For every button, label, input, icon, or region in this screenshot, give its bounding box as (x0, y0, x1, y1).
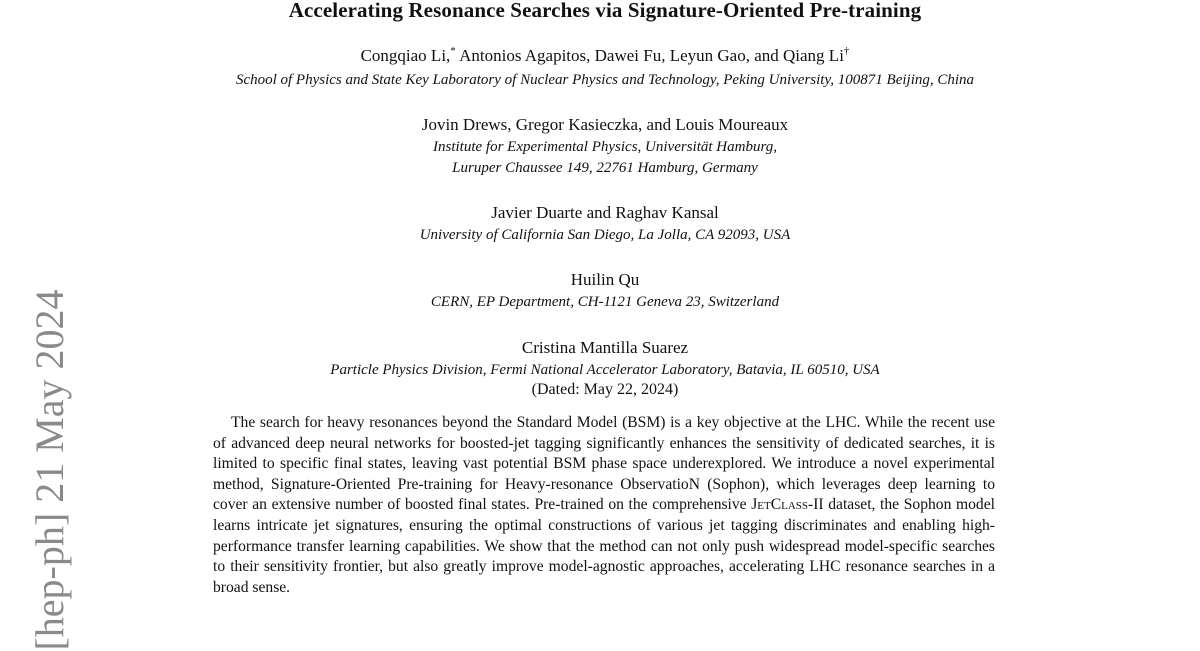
author-names-cont: Antonios Agapitos, Dawei Fu, Leyun Gao, and Qiang Li (455, 46, 844, 65)
date-line: (Dated: May 22, 2024) (531, 381, 679, 398)
author-list-5: Cristina Mantilla Suarez (521, 338, 689, 357)
affiliation-5: Particle Physics Division, Fermi National Accelerator Laboratory, Batavia, IL 60510, USA (330, 362, 880, 378)
footnote-mark: * (450, 45, 456, 57)
abstract-text-2: dataset, the Sophon model learns intricate jet signatures, ensuring the optimal constructions of various jet tagging discriminates and enabling high-performance transfer learning capabilities. We show that the method can not only push widespread model-specific searches to their sensitivity frontier, but also greatly improve model-agnostic approaches, accelerating LHC resonance searches in a broad sense. (213, 496, 995, 596)
affiliation-4: CERN, EP Department, CH-1121 Geneva 23, Switzerland (430, 294, 780, 310)
author-list-3: Javier Duarte and Raghav Kansal (491, 203, 719, 222)
author-list-1 (0, 45, 1200, 67)
affiliation-2-line2: Luruper Chaussee 149, 22761 Hamburg, Germany (452, 160, 758, 176)
arxiv-stamp: [hep-ph] 21 May 2024 (27, 289, 72, 651)
affiliation-1: School of Physics and State Key Laboratory of Nuclear Physics and Technology, Peking University, 100871 Beijing, China (235, 72, 975, 88)
page-title: Accelerating Resonance Searches via Signature-Oriented Pre-training (288, 0, 922, 22)
dataset-name: JetClass-II (751, 496, 824, 514)
affiliation-2-line1: Institute for Experimental Physics, Universität Hamburg, (433, 139, 777, 155)
author-names: Congqiao Li, (360, 46, 451, 65)
abstract (213, 413, 995, 598)
footnote-mark: † (843, 45, 850, 57)
abstract-text-1: The search for heavy resonances beyond the Standard Model (BSM) is a key objective at the LHC. While the recent use of advanced deep neural networks for boosted-jet tagging significantly enhances the sensitivity of dedicated searches, it is limited to specific final states, leaving vast potential BSM phase space underexplored. We introduce a novel experimental method, Signature-Oriented Pre-training for Heavy-resonance ObservatioN (Sophon), which leverages deep learning to cover an extensive number of boosted final states. Pre-trained on the comprehensive (213, 414, 995, 514)
author-list-4: Huilin Qu (570, 270, 640, 289)
author-list-2: Jovin Drews, Gregor Kasieczka, and Louis Moureaux (421, 115, 789, 134)
affiliation-3: University of California San Diego, La Jolla, CA 92093, USA (419, 227, 791, 243)
